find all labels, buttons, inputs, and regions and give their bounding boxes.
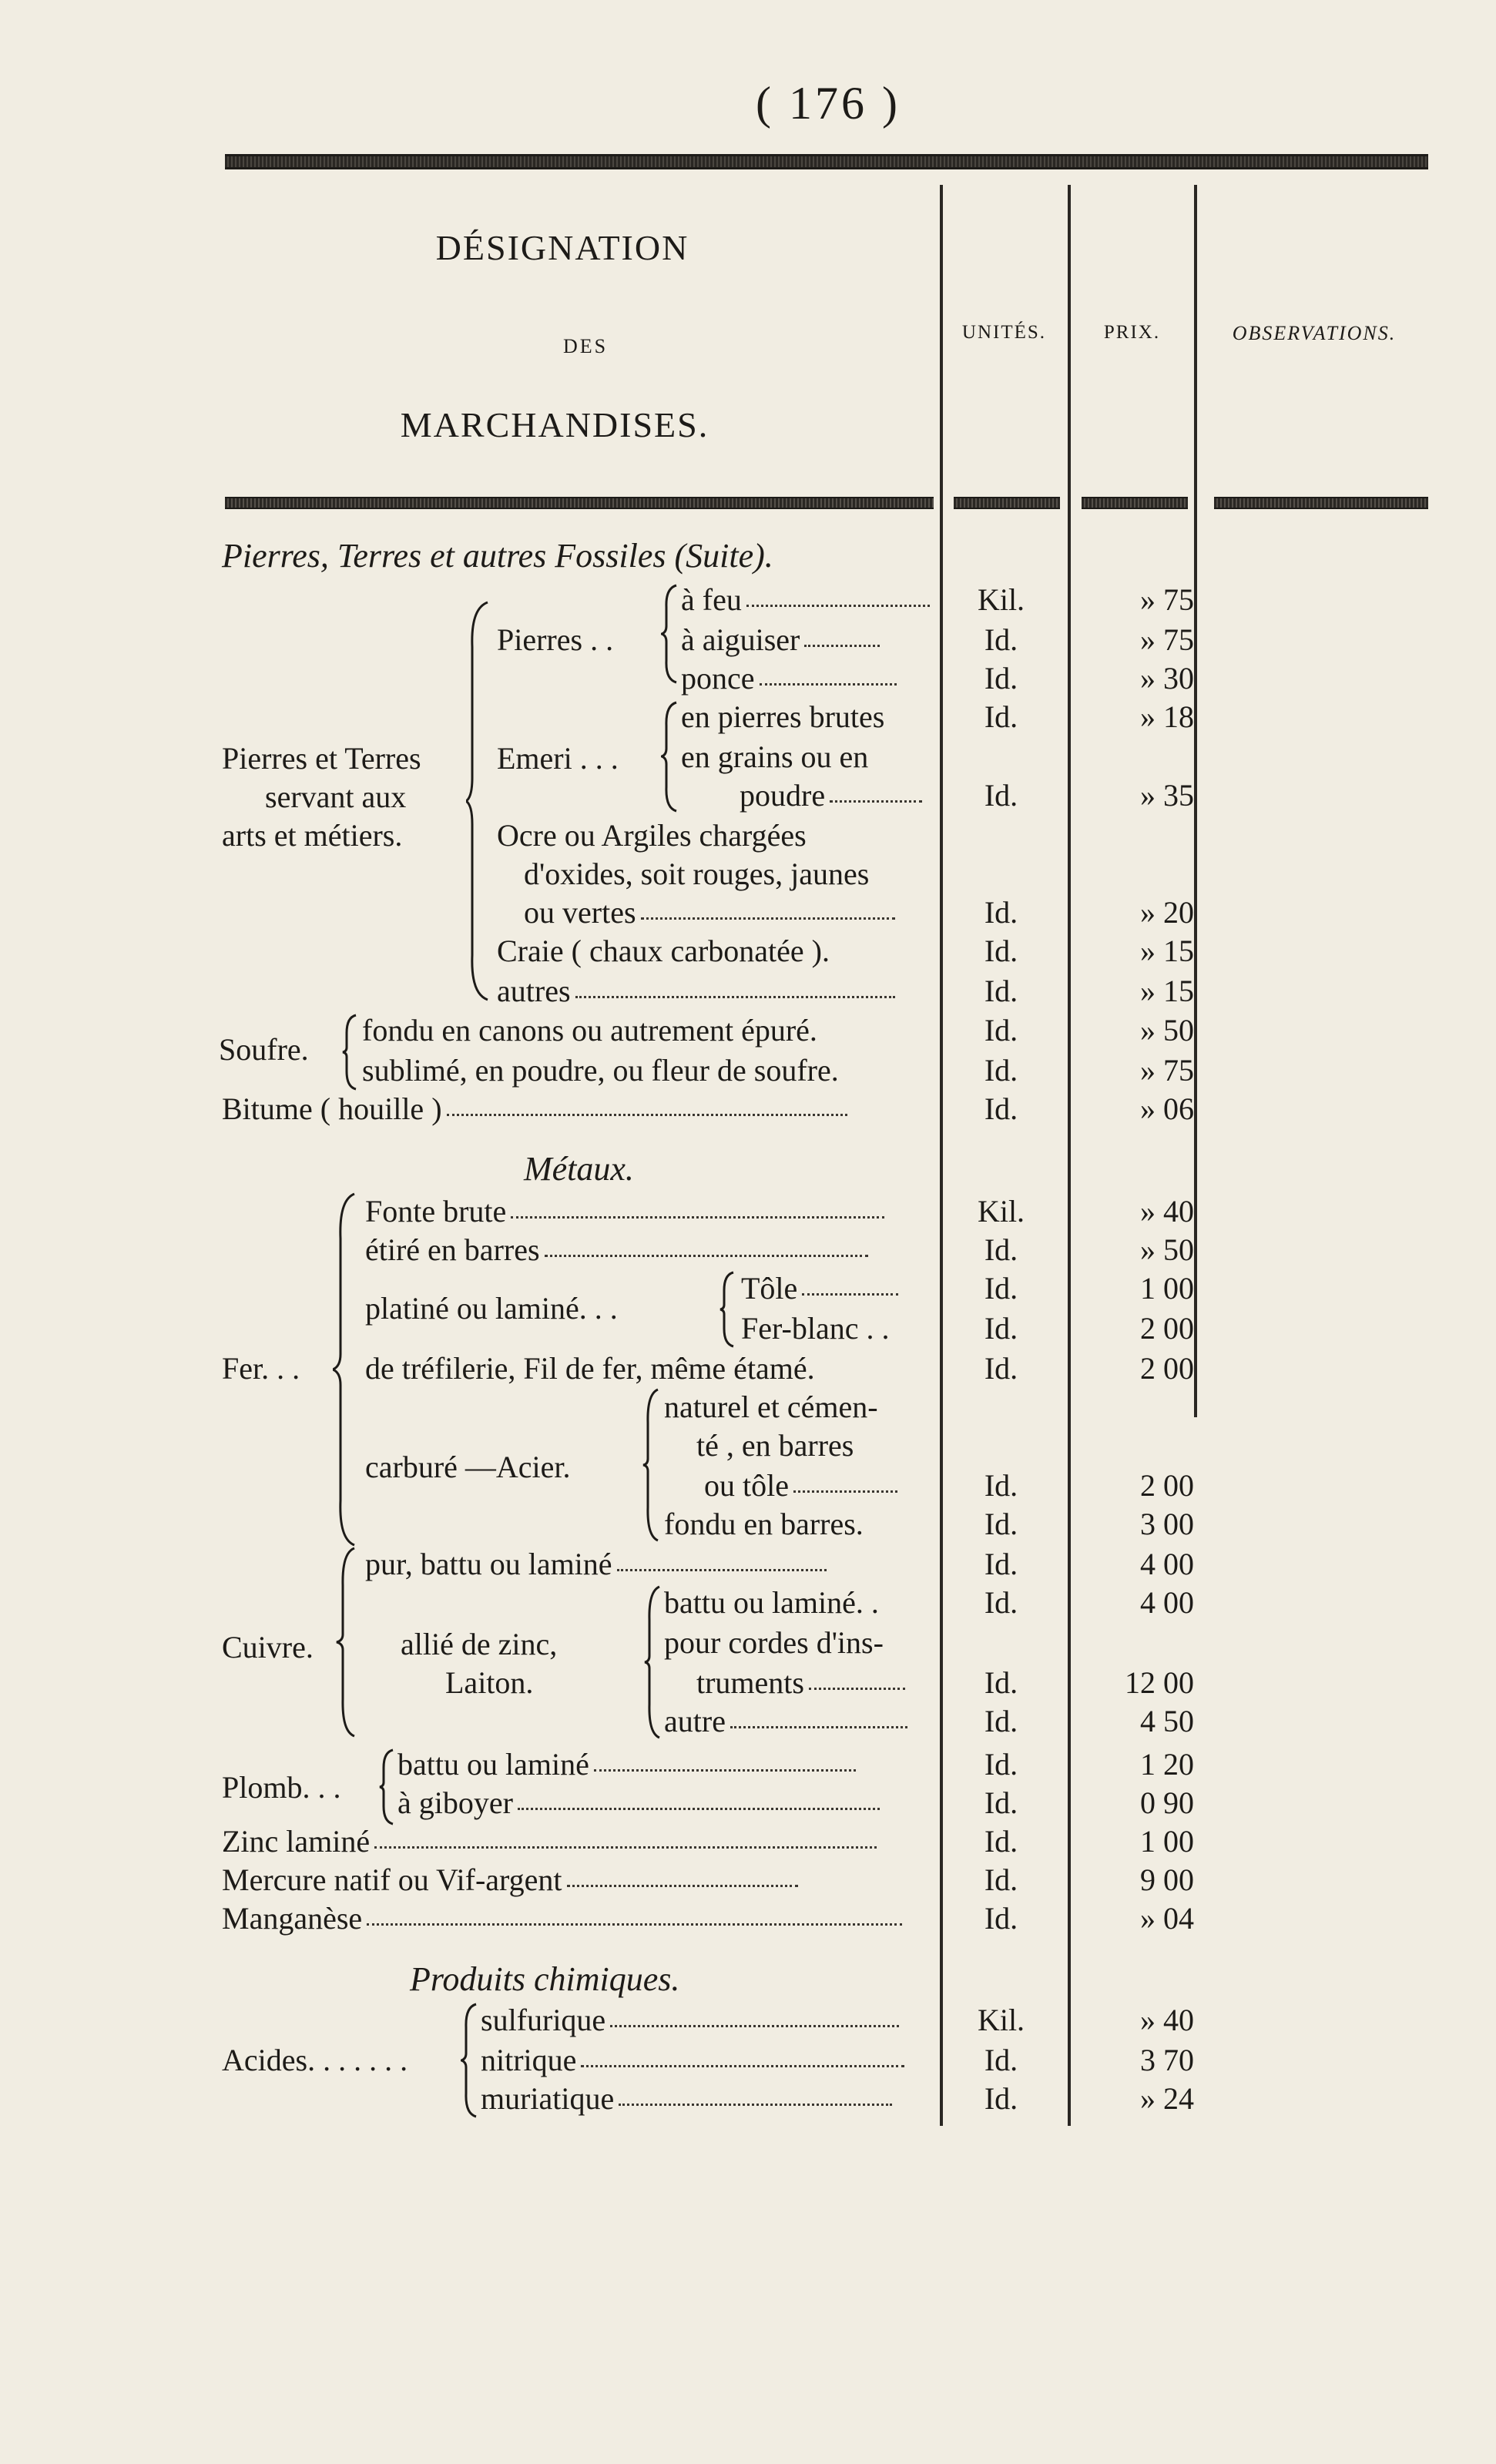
row-price: 2 00 — [1140, 1311, 1194, 1346]
row-price: 12 00 — [1125, 1665, 1194, 1700]
brace-carbure — [642, 1388, 659, 1542]
row-price: 2 00 — [1140, 1351, 1194, 1386]
row-label: Manganèse — [222, 1899, 902, 1938]
column-divider-3 — [1194, 185, 1197, 1417]
row-label: fondu en barres. — [664, 1507, 864, 1541]
header-marchandises: MARCHANDISES. — [400, 405, 709, 444]
row-unit: Id. — [984, 1862, 1018, 1897]
row-label: à giboyer — [397, 1784, 880, 1822]
row-label: en pierres brutes — [681, 699, 885, 734]
group-label-platine: platiné ou laminé. . . — [365, 1291, 618, 1326]
row-unit: Id. — [984, 895, 1018, 930]
row-label: étiré en barres — [365, 1231, 868, 1269]
row-label: muriatique — [481, 2080, 892, 2118]
row-price: » 50 — [1140, 1013, 1194, 1048]
row-unit: Id. — [984, 1351, 1018, 1386]
brace-plomb — [379, 1748, 394, 1825]
row-unit: Id. — [984, 1091, 1018, 1126]
group-label-arts-metiers: arts et métiers. — [222, 818, 403, 853]
row-unit: Id. — [984, 2043, 1018, 2077]
row-label: naturel et cémen- — [664, 1390, 878, 1424]
row-label: Mercure natif ou Vif-argent — [222, 1861, 798, 1899]
group-label-pierres: Pierres . . — [497, 622, 614, 657]
row-price: » 40 — [1140, 1194, 1194, 1229]
header-band-4 — [1214, 497, 1428, 509]
row-unit: Id. — [984, 1901, 1018, 1936]
row-price: 1 00 — [1140, 1824, 1194, 1859]
row-unit: Id. — [984, 1747, 1018, 1782]
group-label-soufre: Soufre. — [219, 1032, 309, 1067]
row-unit: Id. — [984, 2081, 1018, 2116]
row-label: té , en barres — [696, 1428, 854, 1463]
header-des: DES — [562, 335, 609, 357]
row-label: poudre — [740, 776, 922, 815]
row-unit: Id. — [984, 778, 1018, 813]
brace-allie — [644, 1585, 661, 1739]
row-label: ponce — [681, 659, 897, 698]
group-label-acides: Acides. . . . . . . — [222, 2043, 408, 2077]
row-label: autre — [664, 1702, 907, 1741]
page-number: ( 176 ) — [756, 78, 901, 129]
row-label: Ocre ou Argiles chargées — [497, 818, 807, 853]
row-label: pur, battu ou laminé — [365, 1545, 827, 1584]
header-band-2 — [954, 497, 1060, 509]
row-label: ou tôle — [704, 1467, 897, 1505]
column-divider-2 — [1068, 185, 1071, 2126]
group-label-fer: Fer. . . — [222, 1351, 300, 1386]
row-label: truments — [696, 1664, 905, 1702]
row-price: » 35 — [1140, 778, 1194, 813]
brace-pierres-terres — [466, 601, 489, 1001]
brace-fer — [333, 1192, 356, 1547]
row-price: » 18 — [1140, 699, 1194, 734]
row-label: Fer-blanc . . — [741, 1311, 890, 1346]
row-price: 2 00 — [1140, 1468, 1194, 1503]
row-price: 0 90 — [1140, 1785, 1194, 1820]
row-label: battu ou laminé. . — [664, 1585, 879, 1620]
group-label-cuivre: Cuivre. — [222, 1630, 314, 1664]
row-unit: Id. — [984, 1665, 1018, 1700]
row-unit: Id. — [984, 699, 1018, 734]
row-label: Zinc laminé — [222, 1822, 877, 1861]
row-unit: Kil. — [977, 2003, 1025, 2037]
row-price: » 75 — [1140, 1053, 1194, 1088]
row-unit: Id. — [984, 1507, 1018, 1541]
row-label: Bitume ( houille ) — [222, 1090, 847, 1128]
header-band-3 — [1082, 497, 1188, 509]
row-unit: Id. — [984, 974, 1018, 1008]
header-prix: PRIX. — [1103, 322, 1161, 343]
row-price: 3 00 — [1140, 1507, 1194, 1541]
row-unit: Id. — [984, 661, 1018, 696]
row-label: à aiguiser — [681, 621, 880, 659]
header-designation: DÉSIGNATION — [435, 228, 689, 267]
row-label: sulfurique — [481, 2001, 899, 2040]
row-price: » 15 — [1140, 974, 1194, 1008]
group-label-emeri: Emeri . . . — [497, 741, 619, 776]
row-label: pour cordes d'ins- — [664, 1625, 884, 1660]
row-unit: Id. — [984, 1824, 1018, 1859]
row-label: en grains ou en — [681, 739, 869, 774]
row-price: 3 70 — [1140, 2043, 1194, 2077]
group-label-servant-aux: servant aux — [265, 779, 407, 814]
section-title-pierres: Pierres, Terres et autres Fossiles (Suite). — [222, 537, 773, 575]
header-band-1 — [225, 497, 934, 509]
row-label: autres — [497, 972, 895, 1011]
row-label: sublimé, en poudre, ou fleur de soufre. — [362, 1053, 839, 1088]
row-unit: Kil. — [977, 582, 1025, 617]
row-unit: Id. — [984, 1785, 1018, 1820]
brace-pierres — [661, 584, 678, 684]
row-price: » 75 — [1140, 582, 1194, 617]
brace-cuivre — [336, 1547, 356, 1738]
row-price: » 75 — [1140, 622, 1194, 657]
brace-soufre — [342, 1014, 357, 1091]
row-unit: Id. — [984, 622, 1018, 657]
row-price: » 30 — [1140, 661, 1194, 696]
row-price: 4 50 — [1140, 1704, 1194, 1738]
row-price: » 15 — [1140, 934, 1194, 968]
section-title-produits: Produits chimiques. — [410, 1960, 680, 1998]
top-rule — [225, 154, 1428, 169]
row-price: 4 00 — [1140, 1585, 1194, 1620]
row-unit: Id. — [984, 934, 1018, 968]
row-label: Craie ( chaux carbonatée ). — [497, 934, 830, 968]
row-label: Tôle — [741, 1269, 898, 1308]
row-unit: Id. — [984, 1468, 1018, 1503]
row-unit: Id. — [984, 1547, 1018, 1581]
row-price: 9 00 — [1140, 1862, 1194, 1897]
row-price: » 04 — [1140, 1901, 1194, 1936]
group-label-allie: allié de zinc, — [401, 1627, 558, 1661]
group-label-plomb: Plomb. . . — [222, 1770, 341, 1805]
row-unit: Id. — [984, 1013, 1018, 1048]
row-price: » 24 — [1140, 2081, 1194, 2116]
row-price: » 06 — [1140, 1091, 1194, 1126]
row-label: d'oxides, soit rouges, jaunes — [524, 857, 870, 891]
brace-acides — [461, 2003, 478, 2118]
section-title-metaux: Métaux. — [524, 1150, 634, 1188]
row-unit: Id. — [984, 1704, 1018, 1738]
row-unit: Id. — [984, 1271, 1018, 1306]
brace-emeri — [661, 701, 678, 813]
row-label: ou vertes — [524, 893, 895, 932]
group-label-pierres-terres: Pierres et Terres — [222, 741, 421, 776]
row-label: nitrique — [481, 2041, 904, 2080]
group-label-laiton: Laiton. — [445, 1665, 534, 1700]
row-label: Fonte brute — [365, 1192, 884, 1231]
row-unit: Kil. — [977, 1194, 1025, 1229]
header-observations: OBSERVATIONS. — [1232, 322, 1397, 344]
row-price: 1 20 — [1140, 1747, 1194, 1782]
row-label: battu ou laminé — [397, 1745, 856, 1784]
row-price: » 50 — [1140, 1232, 1194, 1267]
group-label-carbure: carburé —Acier. — [365, 1450, 571, 1484]
row-price: 4 00 — [1140, 1547, 1194, 1581]
row-unit: Id. — [984, 1232, 1018, 1267]
row-price: 1 00 — [1140, 1271, 1194, 1306]
row-unit: Id. — [984, 1585, 1018, 1620]
brace-platine — [719, 1271, 735, 1348]
row-price: » 20 — [1140, 895, 1194, 930]
row-label: à feu — [681, 581, 930, 619]
row-price: » 40 — [1140, 2003, 1194, 2037]
row-label: de tréfilerie, Fil de fer, même étamé. — [365, 1351, 815, 1386]
row-unit: Id. — [984, 1311, 1018, 1346]
row-label: fondu en canons ou autrement épuré. — [362, 1013, 817, 1048]
row-unit: Id. — [984, 1053, 1018, 1088]
header-unites: UNITÉS. — [961, 322, 1047, 343]
